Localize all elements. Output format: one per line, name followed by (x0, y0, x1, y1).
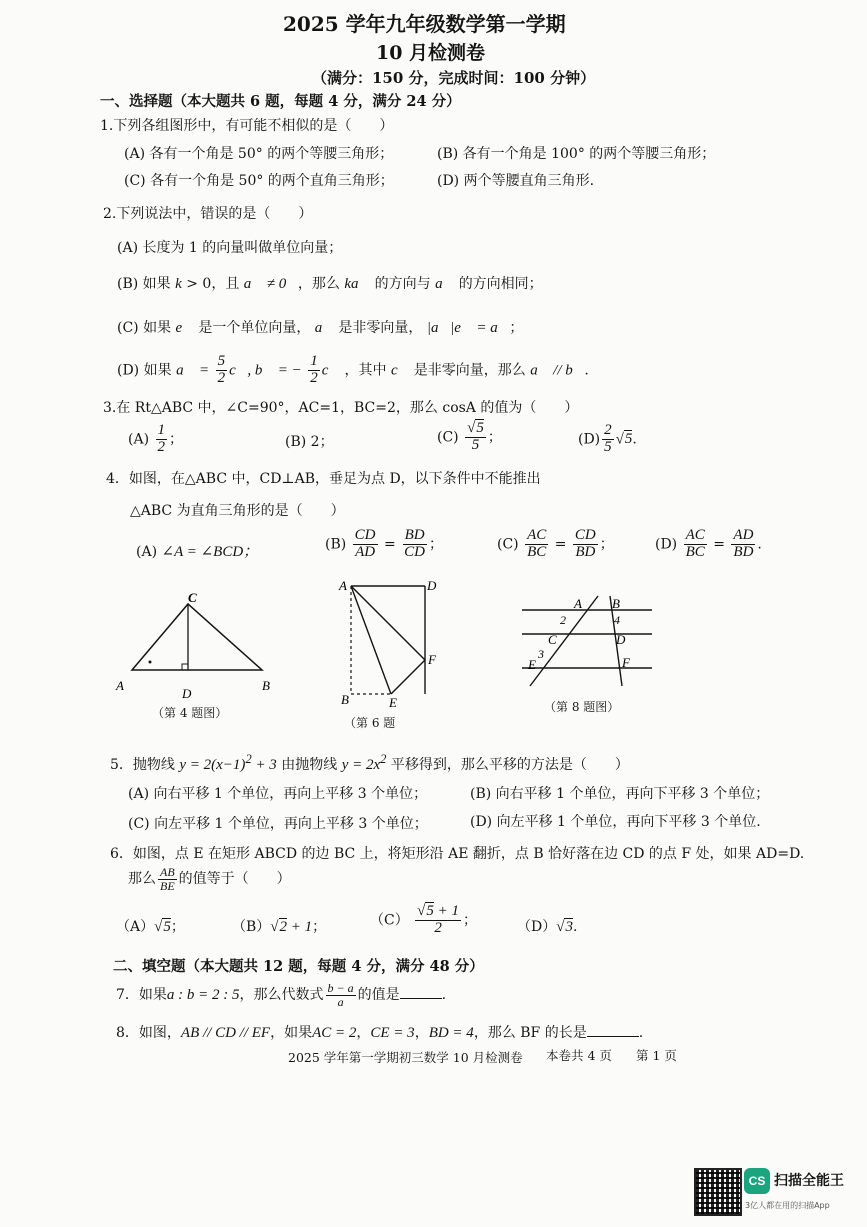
q3-option-c (437, 421, 502, 454)
q3-option-b: (B) 2； (285, 434, 334, 450)
q2-option-c (117, 317, 523, 337)
q6-d-end: . (572, 919, 578, 935)
q2-b-mid1: ，且 (211, 276, 240, 292)
qr-code-icon (694, 1168, 742, 1216)
footer-title: 2025 学年第一学期初三数学 10 月检测卷 (288, 1050, 523, 1065)
q8-values: AC = 2 (312, 1025, 357, 1041)
q4-d-frac2: $\frac{AD}{BD}$ (733, 527, 754, 560)
q2-d-a: a⃗ = (176, 362, 210, 379)
q6-c-end: ； (463, 912, 478, 929)
fig6-label-a: A (339, 578, 347, 593)
q8-post: ，那么 BF 的长是 (473, 1025, 587, 1041)
exam-info: （满分：150 分，完成时间：100 分钟） (312, 69, 596, 87)
q4-b-frac1: $\frac{CD}{AD}$ (354, 527, 376, 560)
q2-b-mid3: 的方向与 (374, 276, 431, 292)
q1-option-d: (D) 两个等腰直角三角形. (437, 173, 595, 189)
q3-a-label: (A) (128, 431, 150, 448)
scanner-name: 扫描全能王 (774, 1173, 844, 1189)
q3-d-frac: $\frac{2}{5}$ (604, 422, 612, 455)
fig8-label-3: 3 (538, 647, 544, 661)
q8-ce: CE = 3 (370, 1025, 415, 1041)
q4-d-end: . (757, 536, 762, 553)
q7-answer-blank[interactable] (400, 998, 442, 999)
figure-8 (518, 594, 658, 689)
q2-c-end: ； (509, 320, 524, 336)
q2-b-ka: ka⃗ (344, 276, 371, 292)
q3-stem: 3.在 Rt△ABC 中，∠C=90°，AC=1，BC=2，那么 cosA 的值为（ ） (103, 400, 579, 416)
q8-answer-blank[interactable] (587, 1036, 639, 1037)
q5-parabola1: $y = 2(x-1)^2 + 3$ (179, 752, 277, 773)
scanner-logo: CS (744, 1168, 770, 1194)
figure-4-caption: （第 4 题图） (152, 706, 228, 720)
figure-4 (110, 590, 280, 700)
q2-d-mid: ，其中 (344, 362, 387, 379)
q4-b-label: (B) (325, 536, 347, 553)
fig4-label-c: C (188, 590, 197, 605)
q4-b-end: ； (429, 536, 443, 553)
fig8-label-e: E (528, 657, 536, 672)
q2-b-k: k (175, 276, 182, 292)
q6-stem-line2 (128, 866, 291, 892)
q6-pre: 那么 (128, 871, 156, 888)
fig4-right-angle (182, 664, 188, 670)
fig6-label-e: E (389, 695, 397, 708)
q6-option-c (370, 904, 477, 937)
q2-c-a: a⃗ (314, 320, 334, 336)
fig6-label-d: D (427, 578, 437, 593)
q3-c-label: (C) (437, 429, 459, 446)
q8-mid: ，如果 (270, 1025, 313, 1041)
q8-bd: BD = 4 (428, 1025, 474, 1041)
fig8-label-4: 4 (614, 613, 620, 627)
section1-heading: 一、选择题（本大题共 6 题，每题 4 分，满分 24 分） (100, 93, 461, 110)
q2-b-post: 的方向相同； (458, 276, 543, 292)
q6-c-label: （C） (370, 912, 409, 929)
q7-frac: $\frac{b - a}{a}$ (327, 981, 354, 1009)
q7-post: 的值是 (357, 987, 400, 1004)
figure-6-caption: （第 6 题 (344, 716, 396, 730)
q8-end: . (638, 1025, 644, 1041)
q6-b-end: ； (312, 919, 327, 935)
q6-c-frac: $\frac{√5 + 1}{2}$ (417, 903, 460, 936)
q6-stem-line1: 6．如图，点 E 在矩形 ABCD 的边 BC 上，将矩形沿 AE 翻折，点 B 恰好落在边 CD 的点 F 处，如果 AD=D. (110, 846, 805, 862)
fig6-label-b: B (341, 692, 349, 707)
q4-stem-line1: 4．如图，在△ABC 中，CD⊥AB，垂足为点 D，以下条件中不能推出 (106, 471, 541, 487)
q3-d-sqrt: √5 (615, 431, 633, 448)
q6-a-end: ； (170, 919, 185, 935)
q3-a-frac: $\frac{1}{2}$ (157, 422, 165, 455)
fig8-label-c: C (548, 632, 557, 647)
q3-c-end: ； (487, 429, 502, 446)
q6-d-label: （D） (517, 919, 557, 935)
q2-c-mid1: 是一个单位向量， (198, 320, 311, 336)
q2-b-gt: > 0 (181, 276, 212, 292)
q1-option-a: (A) 各有一个角是 50° 的两个等腰三角形； (124, 146, 394, 162)
q5-stem (110, 752, 629, 774)
fig6-label-f: F (428, 652, 436, 667)
fig4-label-b: B (262, 678, 270, 693)
fig6-fold-ae (351, 586, 391, 694)
q2-stem: 2.下列说法中，错误的是（ ） (103, 206, 313, 222)
q4-b-frac2: $\frac{BD}{CD}$ (404, 527, 425, 560)
q2-d-c3: c⃗ (391, 362, 410, 379)
figure-6 (335, 578, 445, 708)
q2-d-pre: (D) 如果 (117, 362, 172, 379)
q5-option-b: (B) 向右平移 1 个单位，再向下平移 3 个单位； (470, 786, 770, 802)
q4-c-end: ； (599, 536, 614, 553)
q3-a-end: ； (169, 431, 183, 448)
footer-page-count: 本卷共 4 页 (546, 1048, 612, 1063)
q6-post: 的值等于（ ） (178, 871, 291, 888)
q7 (116, 982, 446, 1008)
q5-post: 平移得到，那么平移的方法是（ ） (390, 757, 629, 773)
q6-a-label: （A） (116, 919, 155, 935)
q8-parallel: AB // CD // EF (180, 1025, 271, 1041)
q6-frac: $\frac{AB}{BE}$ (160, 865, 175, 893)
q4-stem-line2: △ABC 为直角三角形的是（ ） (130, 503, 345, 519)
q2-d-parallel: a⃗ // b⃗ (530, 362, 585, 379)
q2-b-avec: a⃗ ≠ 0⃗ (243, 276, 298, 292)
q2-d-c1: c⃗, b⃗ = − (229, 362, 302, 379)
q2-b-pre: (B) 如果 (117, 276, 171, 292)
q4-d-frac1: $\frac{AC}{BC}$ (685, 527, 705, 560)
q7-mid: ，那么代数式 (239, 987, 324, 1004)
q5-pre: 5．抛物线 (110, 757, 175, 773)
q6-b-expr: √2 + 1 (270, 919, 313, 935)
q3-c-frac: $\frac{√5}{5}$ (467, 420, 484, 453)
q2-option-b (117, 273, 543, 293)
fig6-ef (391, 660, 425, 694)
q3-d-end: . (632, 431, 637, 448)
fig8-label-f: F (622, 655, 630, 670)
q1-option-c: (C) 各有一个角是 50° 的两个直角三角形； (124, 173, 394, 189)
q2-c-mid2: 是非零向量， (338, 320, 423, 336)
q2-c-expr: |a⃗|e⃗ = a⃗ (426, 320, 510, 336)
fig8-label-b: B (612, 596, 620, 611)
q4-a-label: (A) (136, 544, 158, 560)
q4-c-label: (C) (497, 536, 519, 553)
q7-ratio: a : b = 2 : 5 (166, 987, 240, 1004)
q1-stem: 1.下列各组图形中，有可能不相似的是（ ） (100, 118, 394, 134)
q3-option-a (128, 423, 183, 456)
q2-c-pre: (C) 如果 (117, 320, 172, 336)
q6-b-label: （B） (232, 919, 271, 935)
q6-option-b (232, 916, 326, 936)
q4-d-label: (D) (655, 536, 678, 553)
fig6-af (351, 586, 425, 660)
q7-pre: 7．如果 (116, 987, 167, 1004)
q5-option-c: (C) 向左平移 1 个单位，再向上平移 3 个单位； (128, 816, 428, 832)
q2-option-a: (A) 长度为 1 的向量叫做单位向量； (117, 240, 343, 256)
q4-a-expr: ∠A = ∠BCD； (161, 544, 259, 560)
q4-option-b: (B) $\frac{CD}{AD}$ = $\frac{BD}{CD}$ ； (325, 527, 443, 560)
fig8-label-d: D (616, 632, 626, 647)
q2-d-frac1: $\frac{5}{2}$ (217, 353, 226, 386)
q4-option-a (136, 540, 258, 561)
q5-parabola2: $y = 2x^2$ (341, 752, 387, 773)
q1-option-b: (B) 各有一个角是 100° 的两个等腰三角形； (437, 146, 716, 162)
figure-8-caption: （第 8 题图） (544, 700, 620, 714)
q2-d-c2: c⃗ (321, 362, 341, 379)
fig4-angle-dot (149, 661, 152, 664)
q4-c-frac1: $\frac{AC}{BC}$ (527, 527, 547, 560)
q2-b-a2: a⃗ (435, 276, 455, 292)
q7-end: . (441, 987, 447, 1004)
q2-c-e: e⃗ (175, 320, 194, 336)
q2-d-frac2: $\frac{1}{2}$ (310, 353, 318, 386)
q5-option-a: (A) 向右平移 1 个单位，再向上平移 3 个单位； (128, 786, 428, 802)
q3-option-d (578, 423, 637, 456)
fig8-label-a: A (574, 596, 582, 611)
q6-a-expr: √5 (154, 919, 171, 935)
fig4-label-d: D (182, 686, 192, 700)
section2-heading: 二、填空题（本大题共 12 题，每题 4 分，满分 48 分） (113, 958, 484, 975)
q8-pre: 8．如图， (116, 1025, 181, 1041)
q6-d-expr: √3 (556, 919, 573, 935)
q6-option-a (116, 916, 185, 936)
q4-c-frac2: $\frac{CD}{BD}$ (574, 527, 596, 560)
q2-b-mid2: ，那么 (297, 276, 340, 292)
scanner-tagline: 3亿人都在用的扫描App (745, 1201, 830, 1210)
q4-option-d: (D) $\frac{AC}{BC}$ = $\frac{AD}{BD}$ . (655, 527, 762, 560)
q5-option-d: (D) 向左平移 1 个单位，再向下平移 3 个单位. (470, 814, 761, 830)
q3-d-label: (D) (578, 431, 601, 448)
q4-option-c: (C) $\frac{AC}{BC}$ = $\frac{CD}{BD}$ ； (497, 527, 614, 560)
q6-option-d (517, 916, 577, 936)
fig8-label-2: 2 (560, 613, 566, 627)
fig4-triangle (132, 604, 262, 670)
q8: 8．如图，AB // CD // EF，如果AC = 2，CE = 3，BD = 4，那么 BF 的长是 . (116, 1025, 644, 1041)
exam-title: 2025 学年九年级数学第一学期 (283, 12, 566, 36)
q5-mid: 由抛物线 (281, 757, 338, 773)
q2-d-end: . (584, 362, 589, 379)
footer-page-number: 第 1 页 (636, 1048, 677, 1063)
q2-d-mid2: 是非零向量，那么 (413, 362, 526, 379)
fig4-label-a: A (116, 678, 124, 693)
q2-option-d (117, 354, 589, 387)
exam-subtitle: 10 月检测卷 (376, 42, 486, 64)
